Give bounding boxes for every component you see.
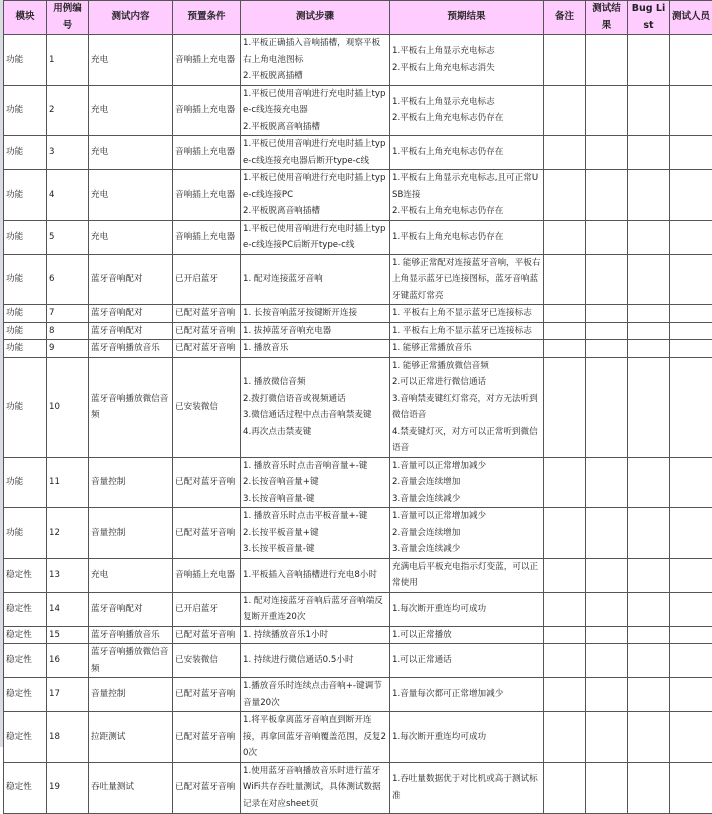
expected-result-cell[interactable] [390, 357, 544, 457]
table-row [4, 644, 712, 678]
tester-cell[interactable] [670, 592, 712, 626]
expected-result-line: 1. 平板右上角不显示蓝牙已连接标志 [392, 323, 541, 340]
remarks-cell[interactable] [544, 305, 586, 323]
tester-cell[interactable] [670, 85, 712, 136]
precondition-cell[interactable]: 已开启蓝牙 [173, 592, 241, 626]
precondition-cell[interactable]: 已安装微信 [173, 357, 241, 457]
column-header-expected-result[interactable]: 预期结果 [390, 1, 544, 35]
table-row [4, 678, 712, 712]
expected-result-cell[interactable] [390, 305, 544, 323]
remarks-cell[interactable] [544, 558, 586, 592]
table-row [4, 85, 712, 136]
precondition-cell[interactable]: 音响插上充电器 [173, 136, 241, 170]
test-steps-line: 1.平板已使用音响进行充电时插上type-c线连接充电器 [243, 86, 387, 119]
column-header-test-steps[interactable]: 测试步骤 [241, 1, 390, 35]
remarks-cell[interactable] [544, 136, 586, 170]
column-header-remarks[interactable]: 备注 [544, 1, 586, 35]
precondition-cell[interactable]: 已开启蓝牙 [173, 254, 241, 305]
expected-result-cell[interactable] [390, 254, 544, 305]
expected-result-line: 1.平板右上角充电标志仍存在 [392, 144, 541, 161]
bug-list-cell[interactable] [628, 457, 670, 508]
precondition-cell[interactable]: 已配对蓝牙音响 [173, 626, 241, 644]
test-steps-cell[interactable] [241, 254, 390, 305]
test-steps-line: 3.长按平板音量-键 [243, 541, 387, 558]
test-steps-line: 1.平板已使用音响进行充电时插上type-c线连接充电器后断开type-c线 [243, 136, 387, 169]
bug-list-cell[interactable] [628, 305, 670, 323]
case-id-cell[interactable]: 8 [47, 322, 89, 340]
test-content-cell[interactable]: 音量控制 [89, 457, 173, 508]
module-cell[interactable]: 功能 [4, 305, 47, 323]
test-steps-line: 1.平板已使用音响进行充电时插上type-c线连接PC后断开type-c线 [243, 221, 387, 254]
tester-cell[interactable] [670, 508, 712, 559]
test-steps-line: 2.长按平板音量+键 [243, 525, 387, 542]
bug-list-cell[interactable] [628, 254, 670, 305]
table-row [4, 35, 712, 86]
module-cell[interactable]: 功能 [4, 35, 47, 86]
test-result-cell[interactable] [586, 558, 628, 592]
test-steps-line: 1.平板正确插入音响插槽，观察平板右上角电池图标 [243, 35, 387, 68]
remarks-cell[interactable] [544, 85, 586, 136]
test-steps-line: 1. 播放微信音频 [243, 374, 387, 391]
expected-result-cell[interactable] [390, 678, 544, 712]
case-id-cell[interactable]: 16 [47, 644, 89, 678]
table-row [4, 508, 712, 559]
test-steps-cell[interactable] [241, 35, 390, 86]
tester-cell[interactable] [670, 170, 712, 221]
module-cell[interactable]: 稳定性 [4, 762, 47, 813]
expected-result-line: 1. 能够正常播放微信音频 [392, 358, 541, 375]
expected-result-cell[interactable] [390, 762, 544, 813]
test-result-cell[interactable] [586, 35, 628, 86]
test-content-cell[interactable]: 蓝牙音响播放音乐 [89, 340, 173, 358]
expected-result-cell[interactable] [390, 35, 544, 86]
module-cell[interactable]: 功能 [4, 508, 47, 559]
table-row [4, 357, 712, 457]
expected-result-line: 4.禁麦键灯灭，对方可以正常听到微信语音 [392, 424, 541, 457]
test-result-cell[interactable] [586, 592, 628, 626]
test-steps-line: 1. 播放音乐 [243, 340, 387, 357]
test-content-cell[interactable]: 蓝牙音响配对 [89, 305, 173, 323]
test-steps-line: 4.再次点击禁麦键 [243, 424, 387, 441]
expected-result-line: 1. 平板右上角不显示蓝牙已连接标志 [392, 305, 541, 322]
test-content-cell[interactable]: 充电 [89, 220, 173, 254]
expected-result-line: 1.平板右上角显示充电标志 [392, 94, 541, 111]
test-result-cell[interactable] [586, 678, 628, 712]
test-content-cell[interactable]: 拉距测试 [89, 712, 173, 763]
remarks-cell[interactable] [544, 457, 586, 508]
test-result-cell[interactable] [586, 626, 628, 644]
test-result-cell[interactable] [586, 85, 628, 136]
expected-result-line: 2.平板右上角充电标志仍存在 [392, 203, 541, 220]
column-header-module[interactable]: 模块 [4, 1, 47, 35]
case-id-cell[interactable]: 13 [47, 558, 89, 592]
remarks-cell[interactable] [544, 712, 586, 763]
test-result-cell[interactable] [586, 254, 628, 305]
expected-result-line: 1.每次断开重连均可成功 [392, 601, 541, 618]
tester-cell[interactable] [670, 136, 712, 170]
test-steps-line: 1.平板插入音响插槽进行充电8小时 [243, 567, 387, 584]
expected-result-cell[interactable] [390, 457, 544, 508]
test-result-cell[interactable] [586, 457, 628, 508]
tester-cell[interactable] [670, 678, 712, 712]
module-cell[interactable]: 稳定性 [4, 678, 47, 712]
expected-result-line: 3.音量会连续减少 [392, 541, 541, 558]
test-content-cell[interactable]: 充电 [89, 136, 173, 170]
expected-result-line: 1.可以正常通话 [392, 652, 541, 669]
remarks-cell[interactable] [544, 678, 586, 712]
test-steps-cell[interactable] [241, 136, 390, 170]
module-cell[interactable]: 功能 [4, 136, 47, 170]
precondition-cell[interactable]: 已配对蓝牙音响 [173, 678, 241, 712]
precondition-cell[interactable]: 已配对蓝牙音响 [173, 305, 241, 323]
table-row [4, 220, 712, 254]
module-cell[interactable]: 功能 [4, 357, 47, 457]
tester-cell[interactable] [670, 340, 712, 358]
test-content-cell[interactable]: 蓝牙音响播放微信音频 [89, 644, 173, 678]
test-steps-cell[interactable] [241, 85, 390, 136]
remarks-cell[interactable] [544, 508, 586, 559]
expected-result-cell[interactable] [390, 592, 544, 626]
remarks-cell[interactable] [544, 35, 586, 86]
remarks-cell[interactable] [544, 626, 586, 644]
column-header-test-result[interactable]: 测试结果 [586, 1, 628, 35]
precondition-cell[interactable]: 音响插上充电器 [173, 220, 241, 254]
test-steps-cell[interactable] [241, 558, 390, 592]
test-steps-cell[interactable] [241, 357, 390, 457]
test-result-cell[interactable] [586, 762, 628, 813]
expected-result-line: 充满电后平板充电指示灯变蓝，可以正常使用 [392, 559, 541, 592]
tester-cell[interactable] [670, 357, 712, 457]
test-content-cell[interactable]: 充电 [89, 35, 173, 86]
test-steps-line: 1. 播放音乐时点击音响音量+-键 [243, 458, 387, 475]
test-steps-cell[interactable] [241, 762, 390, 813]
module-cell[interactable]: 稳定性 [4, 592, 47, 626]
test-steps-cell[interactable] [241, 170, 390, 221]
tester-cell[interactable] [670, 558, 712, 592]
bug-list-cell[interactable] [628, 558, 670, 592]
bug-list-cell[interactable] [628, 35, 670, 86]
expected-result-line: 3.音响禁麦键红灯常亮，对方无法听到微信语音 [392, 391, 541, 424]
test-steps-line: 2.拨打微信语音或视频通话 [243, 391, 387, 408]
test-content-cell[interactable]: 音量控制 [89, 678, 173, 712]
column-header-case-id[interactable]: 用例编号 [47, 1, 89, 35]
test-result-cell[interactable] [586, 712, 628, 763]
expected-result-line: 2.可以正常进行微信通话 [392, 374, 541, 391]
test-steps-line: 1. 配对连接蓝牙音响 [243, 271, 387, 288]
test-result-cell[interactable] [586, 322, 628, 340]
tester-cell[interactable] [670, 254, 712, 305]
test-steps-line: 1. 播放音乐时点击平板音量+-键 [243, 508, 387, 525]
test-content-cell[interactable]: 蓝牙音响配对 [89, 592, 173, 626]
expected-result-cell[interactable] [390, 644, 544, 678]
test-steps-cell[interactable] [241, 220, 390, 254]
test-content-cell[interactable]: 充电 [89, 170, 173, 221]
precondition-cell[interactable]: 音响插上充电器 [173, 558, 241, 592]
test-steps-line: 3.微信通话过程中点击音响禁麦键 [243, 407, 387, 424]
bug-list-cell[interactable] [628, 357, 670, 457]
precondition-cell[interactable]: 已安装微信 [173, 644, 241, 678]
module-cell[interactable]: 功能 [4, 322, 47, 340]
test-steps-line: 2.长按音响音量+键 [243, 474, 387, 491]
expected-result-cell[interactable] [390, 322, 544, 340]
expected-result-line: 1.可以正常播放 [392, 627, 541, 644]
bug-list-cell[interactable] [628, 592, 670, 626]
table-row [4, 136, 712, 170]
expected-result-line: 1. 能够正常配对连接蓝牙音响，平板右上角显示蓝牙已连接图标，蓝牙音响蓝牙键蓝灯常亮 [392, 255, 541, 305]
test-content-cell[interactable]: 吞吐量测试 [89, 762, 173, 813]
remarks-cell[interactable] [544, 340, 586, 358]
test-steps-cell[interactable] [241, 592, 390, 626]
table-row [4, 712, 712, 763]
case-id-cell[interactable]: 4 [47, 170, 89, 221]
tester-cell[interactable] [670, 322, 712, 340]
case-id-cell[interactable]: 2 [47, 85, 89, 136]
module-cell[interactable]: 功能 [4, 340, 47, 358]
test-result-cell[interactable] [586, 644, 628, 678]
case-id-cell[interactable]: 10 [47, 357, 89, 457]
test-steps-line: 3.长按音响音量-键 [243, 491, 387, 508]
tester-cell[interactable] [670, 457, 712, 508]
precondition-cell[interactable]: 音响插上充电器 [173, 170, 241, 221]
tester-cell[interactable] [670, 35, 712, 86]
expected-result-cell[interactable] [390, 558, 544, 592]
case-id-cell[interactable]: 5 [47, 220, 89, 254]
remarks-cell[interactable] [544, 644, 586, 678]
module-cell[interactable]: 功能 [4, 220, 47, 254]
module-cell[interactable]: 稳定性 [4, 712, 47, 763]
expected-result-cell[interactable] [390, 220, 544, 254]
case-id-cell[interactable]: 3 [47, 136, 89, 170]
case-id-cell[interactable]: 7 [47, 305, 89, 323]
test-steps-line: 1.平板已使用音响进行充电时插上type-c线连接PC [243, 170, 387, 203]
expected-result-line: 1.音量每次都可正常增加减少 [392, 686, 541, 703]
table-row [4, 626, 712, 644]
tester-cell[interactable] [670, 305, 712, 323]
test-content-cell[interactable]: 蓝牙音响播放微信音频 [89, 357, 173, 457]
remarks-cell[interactable] [544, 322, 586, 340]
expected-result-cell[interactable] [390, 508, 544, 559]
remarks-cell[interactable] [544, 254, 586, 305]
column-header-precondition[interactable]: 预置条件 [173, 1, 241, 35]
expected-result-line: 1.平板右上角显示充电标志,且可正常USB连接 [392, 170, 541, 203]
tester-cell[interactable] [670, 220, 712, 254]
test-steps-line: 1. 长按音响蓝牙按键断开连接 [243, 305, 387, 322]
case-id-cell[interactable]: 17 [47, 678, 89, 712]
expected-result-cell[interactable] [390, 136, 544, 170]
expected-result-cell[interactable] [390, 626, 544, 644]
test-steps-line: 1.播放音乐时连续点击音响+-键调节音量20次 [243, 678, 387, 711]
test-steps-line: 2.平板脱离插槽 [243, 68, 387, 85]
table-row [4, 762, 712, 813]
table-row [4, 254, 712, 305]
precondition-cell[interactable]: 已配对蓝牙音响 [173, 762, 241, 813]
remarks-cell[interactable] [544, 170, 586, 221]
test-content-cell[interactable]: 蓝牙音响播放音乐 [89, 626, 173, 644]
test-steps-line: 1.将平板拿离蓝牙音响直到断开连接，再拿回蓝牙音响覆盖范围，反复20次 [243, 712, 387, 762]
expected-result-line: 1.音量可以正常增加减少 [392, 458, 541, 475]
test-result-cell[interactable] [586, 508, 628, 559]
table-row [4, 340, 712, 358]
module-cell[interactable]: 稳定性 [4, 644, 47, 678]
expected-result-line: 1.每次断开重连均可成功 [392, 729, 541, 746]
expected-result-line: 2.音量会连续增加 [392, 525, 541, 542]
test-result-cell[interactable] [586, 170, 628, 221]
test-content-cell[interactable]: 充电 [89, 558, 173, 592]
tester-cell[interactable] [670, 644, 712, 678]
bug-list-cell[interactable] [628, 712, 670, 763]
expected-result-line: 3.音量会连续减少 [392, 491, 541, 508]
case-id-cell[interactable]: 1 [47, 35, 89, 86]
table-row [4, 592, 712, 626]
expected-result-line: 1.音量可以正常增加减少 [392, 508, 541, 525]
test-steps-line: 1. 拔掉蓝牙音响充电器 [243, 323, 387, 340]
test-content-cell[interactable]: 充电 [89, 85, 173, 136]
header-row [4, 1, 712, 35]
precondition-cell[interactable]: 音响插上充电器 [173, 35, 241, 86]
test-steps-line: 2.平板脱离音响插槽 [243, 203, 387, 220]
column-header-tester[interactable]: 测试人员 [670, 1, 712, 35]
test-steps-line: 1. 配对连接蓝牙音响后蓝牙音响端反复断开重连20次 [243, 593, 387, 626]
column-header-bug-list[interactable]: Bug List [628, 1, 670, 35]
bug-list-cell[interactable] [628, 136, 670, 170]
test-steps-line: 2.平板脱离音响插槽 [243, 119, 387, 136]
precondition-cell[interactable]: 已配对蓝牙音响 [173, 712, 241, 763]
expected-result-cell[interactable] [390, 712, 544, 763]
remarks-cell[interactable] [544, 220, 586, 254]
test-steps-cell[interactable] [241, 457, 390, 508]
table-row [4, 322, 712, 340]
test-content-cell[interactable]: 音量控制 [89, 508, 173, 559]
case-id-cell[interactable]: 9 [47, 340, 89, 358]
expected-result-cell[interactable] [390, 85, 544, 136]
bug-list-cell[interactable] [628, 322, 670, 340]
module-cell[interactable]: 功能 [4, 170, 47, 221]
table-row [4, 558, 712, 592]
case-id-cell[interactable]: 14 [47, 592, 89, 626]
test-steps-cell[interactable] [241, 340, 390, 358]
table-row [4, 457, 712, 508]
expected-result-line: 2.平板右上角充电标志仍存在 [392, 110, 541, 127]
test-steps-line: 1. 持续进行微信通话0.5小时 [243, 652, 387, 669]
remarks-cell[interactable] [544, 762, 586, 813]
precondition-cell[interactable]: 已配对蓝牙音响 [173, 508, 241, 559]
bug-list-cell[interactable] [628, 220, 670, 254]
module-cell[interactable]: 稳定性 [4, 626, 47, 644]
test-result-cell[interactable] [586, 220, 628, 254]
test-result-cell[interactable] [586, 305, 628, 323]
test-steps-cell[interactable] [241, 322, 390, 340]
precondition-cell[interactable]: 已配对蓝牙音响 [173, 322, 241, 340]
table-row [4, 170, 712, 221]
tester-cell[interactable] [670, 762, 712, 813]
test-content-cell[interactable]: 蓝牙音响配对 [89, 254, 173, 305]
expected-result-cell[interactable] [390, 340, 544, 358]
bug-list-cell[interactable] [628, 626, 670, 644]
column-header-test-content[interactable]: 测试内容 [89, 1, 173, 35]
expected-result-line: 2.音量会连续增加 [392, 474, 541, 491]
module-cell[interactable]: 稳定性 [4, 558, 47, 592]
table-row [4, 305, 712, 323]
expected-result-cell[interactable] [390, 170, 544, 221]
precondition-cell[interactable]: 音响插上充电器 [173, 85, 241, 136]
test-steps-cell[interactable] [241, 678, 390, 712]
test-steps-cell[interactable] [241, 508, 390, 559]
bug-list-cell[interactable] [628, 170, 670, 221]
test-result-cell[interactable] [586, 340, 628, 358]
bug-list-cell[interactable] [628, 762, 670, 813]
remarks-cell[interactable] [544, 357, 586, 457]
case-id-cell[interactable]: 18 [47, 712, 89, 763]
expected-result-line: 1.吞吐量数据优于对比机或高于测试标准 [392, 771, 541, 804]
test-steps-cell[interactable] [241, 644, 390, 678]
bug-list-cell[interactable] [628, 678, 670, 712]
bug-list-cell[interactable] [628, 85, 670, 136]
expected-result-line: 2.平板右上角充电标志消失 [392, 60, 541, 77]
case-id-cell[interactable]: 15 [47, 626, 89, 644]
test-result-cell[interactable] [586, 136, 628, 170]
tester-cell[interactable] [670, 626, 712, 644]
case-id-cell[interactable]: 19 [47, 762, 89, 813]
precondition-cell[interactable]: 已配对蓝牙音响 [173, 340, 241, 358]
precondition-cell[interactable]: 已配对蓝牙音响 [173, 457, 241, 508]
test-steps-cell[interactable] [241, 305, 390, 323]
expected-result-line: 1.平板右上角显示充电标志 [392, 43, 541, 60]
test-steps-cell[interactable] [241, 626, 390, 644]
tester-cell[interactable] [670, 712, 712, 763]
test-steps-line: 1. 持续播放音乐1小时 [243, 627, 387, 644]
module-cell[interactable]: 功能 [4, 85, 47, 136]
case-id-cell[interactable]: 6 [47, 254, 89, 305]
bug-list-cell[interactable] [628, 644, 670, 678]
test-case-table [3, 0, 712, 814]
test-steps-cell[interactable] [241, 712, 390, 763]
test-content-cell[interactable]: 蓝牙音响配对 [89, 322, 173, 340]
bug-list-cell[interactable] [628, 340, 670, 358]
case-id-cell[interactable]: 11 [47, 457, 89, 508]
module-cell[interactable]: 功能 [4, 457, 47, 508]
module-cell[interactable]: 功能 [4, 254, 47, 305]
case-id-cell[interactable]: 12 [47, 508, 89, 559]
expected-result-line: 1.平板右上角充电标志仍存在 [392, 229, 541, 246]
expected-result-line: 1. 能够正常播放音乐 [392, 340, 541, 357]
test-result-cell[interactable] [586, 357, 628, 457]
bug-list-cell[interactable] [628, 508, 670, 559]
remarks-cell[interactable] [544, 592, 586, 626]
test-steps-line: 1.使用蓝牙音响播放音乐时进行蓝牙WiFi共存吞吐量测试，具体测试数据记录在对应sheet页 [243, 763, 387, 813]
